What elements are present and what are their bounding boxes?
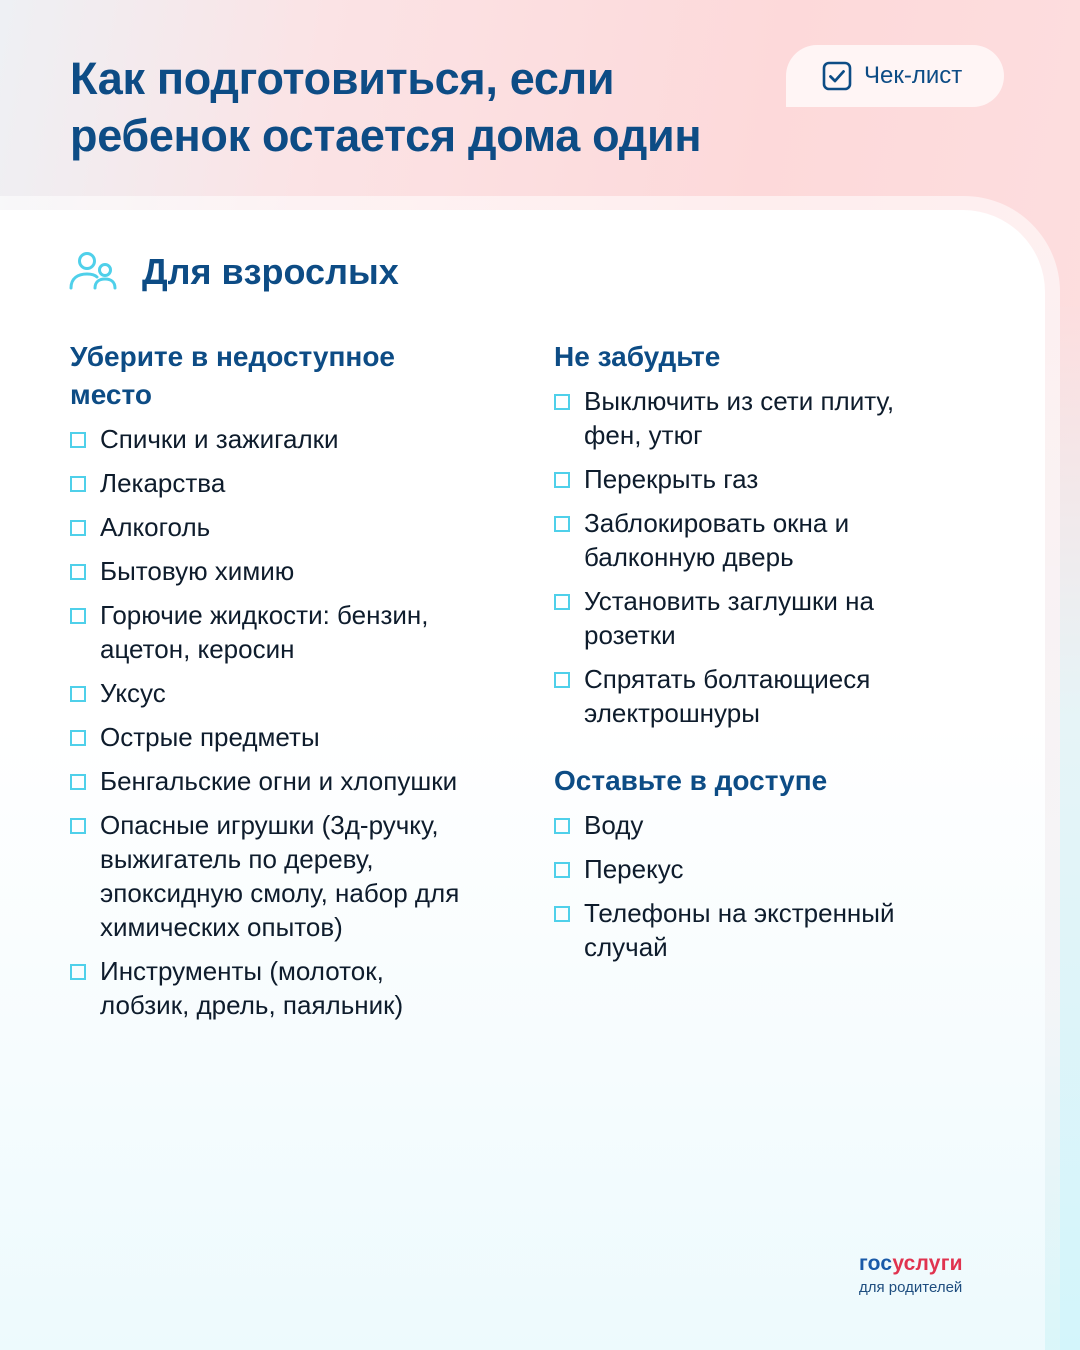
checkbox[interactable] [70, 686, 86, 702]
item-label: Спички и зажигалки [100, 424, 339, 454]
checkbox[interactable] [554, 394, 570, 410]
right-column [554, 338, 974, 974]
item-label: Заблокировать окна и балконную дверь [584, 508, 850, 572]
item-label: Горючие жидкости: бензин, ацетон, керосин [100, 600, 429, 664]
checkbox-checked-icon [822, 61, 852, 91]
left-heading-line-2: место [70, 379, 152, 410]
checkbox[interactable] [554, 862, 570, 878]
checkbox[interactable] [554, 906, 570, 922]
checklist-item[interactable] [554, 896, 934, 964]
checklist-item[interactable] [554, 852, 974, 886]
left-heading-line-1: Уберите в недоступное [70, 341, 396, 372]
dont-forget-checklist [554, 384, 974, 730]
background-strip [1060, 300, 1080, 1350]
checkbox[interactable] [70, 964, 86, 980]
item-label: Выключить из сети плиту, фен, утюг [584, 386, 895, 450]
checkbox[interactable] [70, 774, 86, 790]
people-icon [68, 248, 120, 296]
checkbox[interactable] [554, 472, 570, 488]
checklist-item[interactable] [554, 462, 974, 496]
item-label: Острые предметы [100, 722, 320, 752]
title-line-2: ребенок остается дома один [70, 110, 702, 161]
title-line-1: Как подготовиться, если [70, 53, 615, 104]
logo-part-uslugi: услуги [892, 1252, 963, 1275]
item-label: Установить заглушки на розетки [584, 586, 874, 650]
checkbox[interactable] [70, 432, 86, 448]
checklist-item[interactable] [554, 808, 974, 842]
checkbox[interactable] [70, 608, 86, 624]
checkbox[interactable] [70, 476, 86, 492]
checkbox[interactable] [554, 672, 570, 688]
checklist-item[interactable] [70, 808, 500, 944]
section-header [68, 248, 399, 296]
checklist-item[interactable] [554, 384, 934, 452]
item-label: Перекус [584, 854, 684, 884]
item-label: Бытовую химию [100, 556, 295, 586]
group-heading-dont-forget: Не забудьте [554, 341, 721, 372]
checkbox[interactable] [554, 818, 570, 834]
checklist-item[interactable] [70, 954, 450, 1022]
checklist-badge [786, 45, 1004, 107]
checkbox[interactable] [70, 520, 86, 536]
logo-part-gos: гос [859, 1252, 893, 1275]
checklist-item[interactable] [554, 662, 904, 730]
checklist-item[interactable] [70, 598, 470, 666]
checklist-item[interactable] [554, 506, 874, 574]
item-label: Уксус [100, 678, 166, 708]
checklist-item[interactable] [70, 676, 510, 710]
checklist-item[interactable] [554, 584, 874, 652]
checkbox[interactable] [554, 516, 570, 532]
item-label: Перекрыть газ [584, 464, 759, 494]
left-column [70, 338, 510, 1032]
checklist-item[interactable] [70, 554, 510, 588]
item-label: Телефоны на экстренный случай [584, 898, 895, 962]
item-label: Алкоголь [100, 512, 211, 542]
item-label: Воду [584, 810, 644, 840]
checklist-badge-label: Чек-лист [864, 62, 963, 89]
checklist-item[interactable] [70, 764, 520, 798]
checklist-item[interactable] [70, 466, 510, 500]
left-heading [70, 338, 510, 414]
item-label: Опасные игрушки (3д-ручку, выжигатель по дереву, эпоксидную смолу, набор для химических опытов) [100, 810, 460, 942]
gosuslugi-logo [859, 1253, 963, 1296]
checkbox[interactable] [70, 564, 86, 580]
group-heading-keep-accessible: Оставьте в доступе [554, 765, 828, 796]
checklist-item[interactable] [70, 510, 510, 544]
item-label: Бенгальские огни и хлопушки [100, 766, 458, 796]
keep-accessible-checklist [554, 808, 974, 964]
section-title: Для взрослых [142, 251, 399, 292]
item-label: Лекарства [100, 468, 226, 498]
checkbox[interactable] [70, 730, 86, 746]
item-label: Инструменты (молоток, лобзик, дрель, паяльник) [100, 956, 404, 1020]
left-checklist [70, 422, 510, 1022]
checklist-item[interactable] [70, 720, 510, 754]
checklist-item[interactable] [70, 422, 510, 456]
checkbox[interactable] [70, 818, 86, 834]
item-label: Спрятать болтающиеся электрошнуры [584, 664, 871, 728]
page-title [70, 50, 770, 164]
logo-wordmark [859, 1253, 963, 1275]
checkbox[interactable] [554, 594, 570, 610]
logo-caption: для родителей [859, 1279, 963, 1296]
